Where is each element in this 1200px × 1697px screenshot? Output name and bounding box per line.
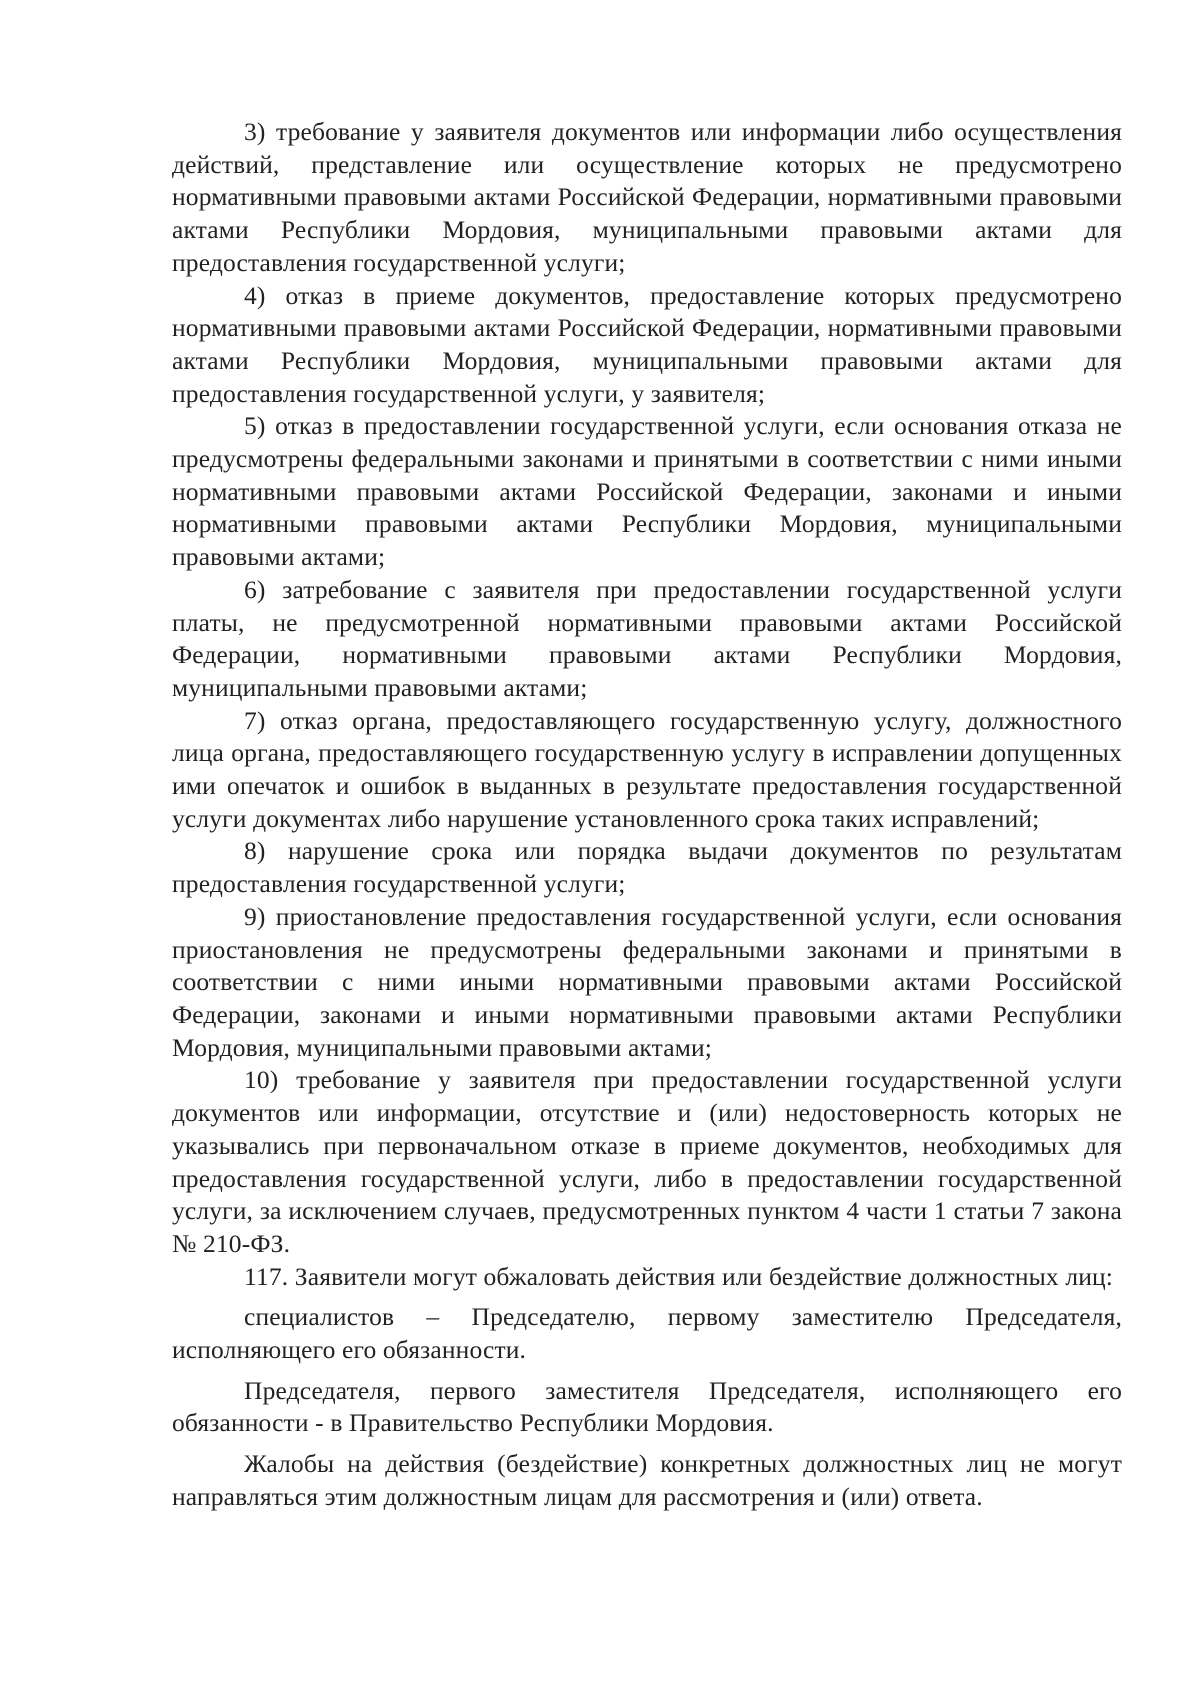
paragraph-item-3: 3) требование у заявителя документов или информации либо осуществления действий, представление или осуществление которых не предусмотрено нормативными правовыми актами Российской Федерации, нормативными правовыми актами Республики Мордовия, муниципальными правовыми актами для предоставления государственной услуги; <box>172 117 1122 277</box>
document-body <box>172 116 1122 1514</box>
paragraph-complaints: Жалобы на действия (бездействие) конкретных должностных лиц не могут направляться этим должностным лицам для рассмотрения и (или) ответа. <box>172 1449 1122 1511</box>
paragraph-item-7: 7) отказ органа, предоставляющего государственную услугу, должностного лица органа, предоставляющего государственную услугу в исправлении допущенных ими опечаток и ошибок в выданных в результате предоставления государственной услуги документах либо нарушение установленного срока таких исправлений; <box>172 705 1122 833</box>
paragraph-section-117: 117. Заявители могут обжаловать действия или бездействие должностных лиц: <box>244 1261 1114 1291</box>
paragraph-item-10: 10) требование у заявителя при предоставлении государственной услуги документов или информации, отсутствие и (или) недостоверность которых не указывались при первоначальном отказе в приеме документов, необходимых для предоставления государственной услуги, либо в предоставлении государственной услуги, за исключением случаев, предусмотренных пунктом 4 части 1 статьи 7 закона № 210-ФЗ. <box>172 1065 1122 1258</box>
paragraph-specialists: специалистов – Председателю, первому заместителю Председателя, исполняющего его обязанности. <box>172 1302 1122 1365</box>
paragraph-item-8: 8) нарушение срока или порядка выдачи документов по результатам предоставления государственной услуги; <box>172 836 1122 899</box>
paragraph-item-5: 5) отказ в предоставлении государственной услуги, если основания отказа не предусмотрены федеральными законами и принятыми в соответствии с ними иными нормативными правовыми актами Российской Федерации, законами и иными нормативными правовыми актами Республики Мордовия, муниципальными правовыми актами; <box>172 411 1122 572</box>
paragraph-item-6: 6) затребование с заявителя при предоставлении государственной услуги платы, не предусмотренной нормативными правовыми актами Российской Федерации, нормативными правовыми актами Республики Мордовия, муниципальными правовыми актами; <box>172 574 1122 702</box>
paragraph-item-9: 9) приостановление предоставления государственной услуги, если основания приостановления не предусмотрены федеральными законами и принятыми в соответствии с ними иными нормативными правовыми актами Российской Федерации, законами и иными нормативными правовыми актами Республики Мордовия, муниципальными правовыми актами; <box>172 901 1122 1062</box>
paragraph-item-4: 4) отказ в приеме документов, предоставление которых предусмотрено нормативными правовыми актами Российской Федерации, нормативными правовыми актами Республики Мордовия, муниципальными правовыми актами для предоставления государственной услуги, у заявителя; <box>172 280 1122 408</box>
paragraph-chairman: Председателя, первого заместителя Председателя, исполняющего его обязанности - в Правительство Республики Мордовия. <box>172 1375 1122 1438</box>
